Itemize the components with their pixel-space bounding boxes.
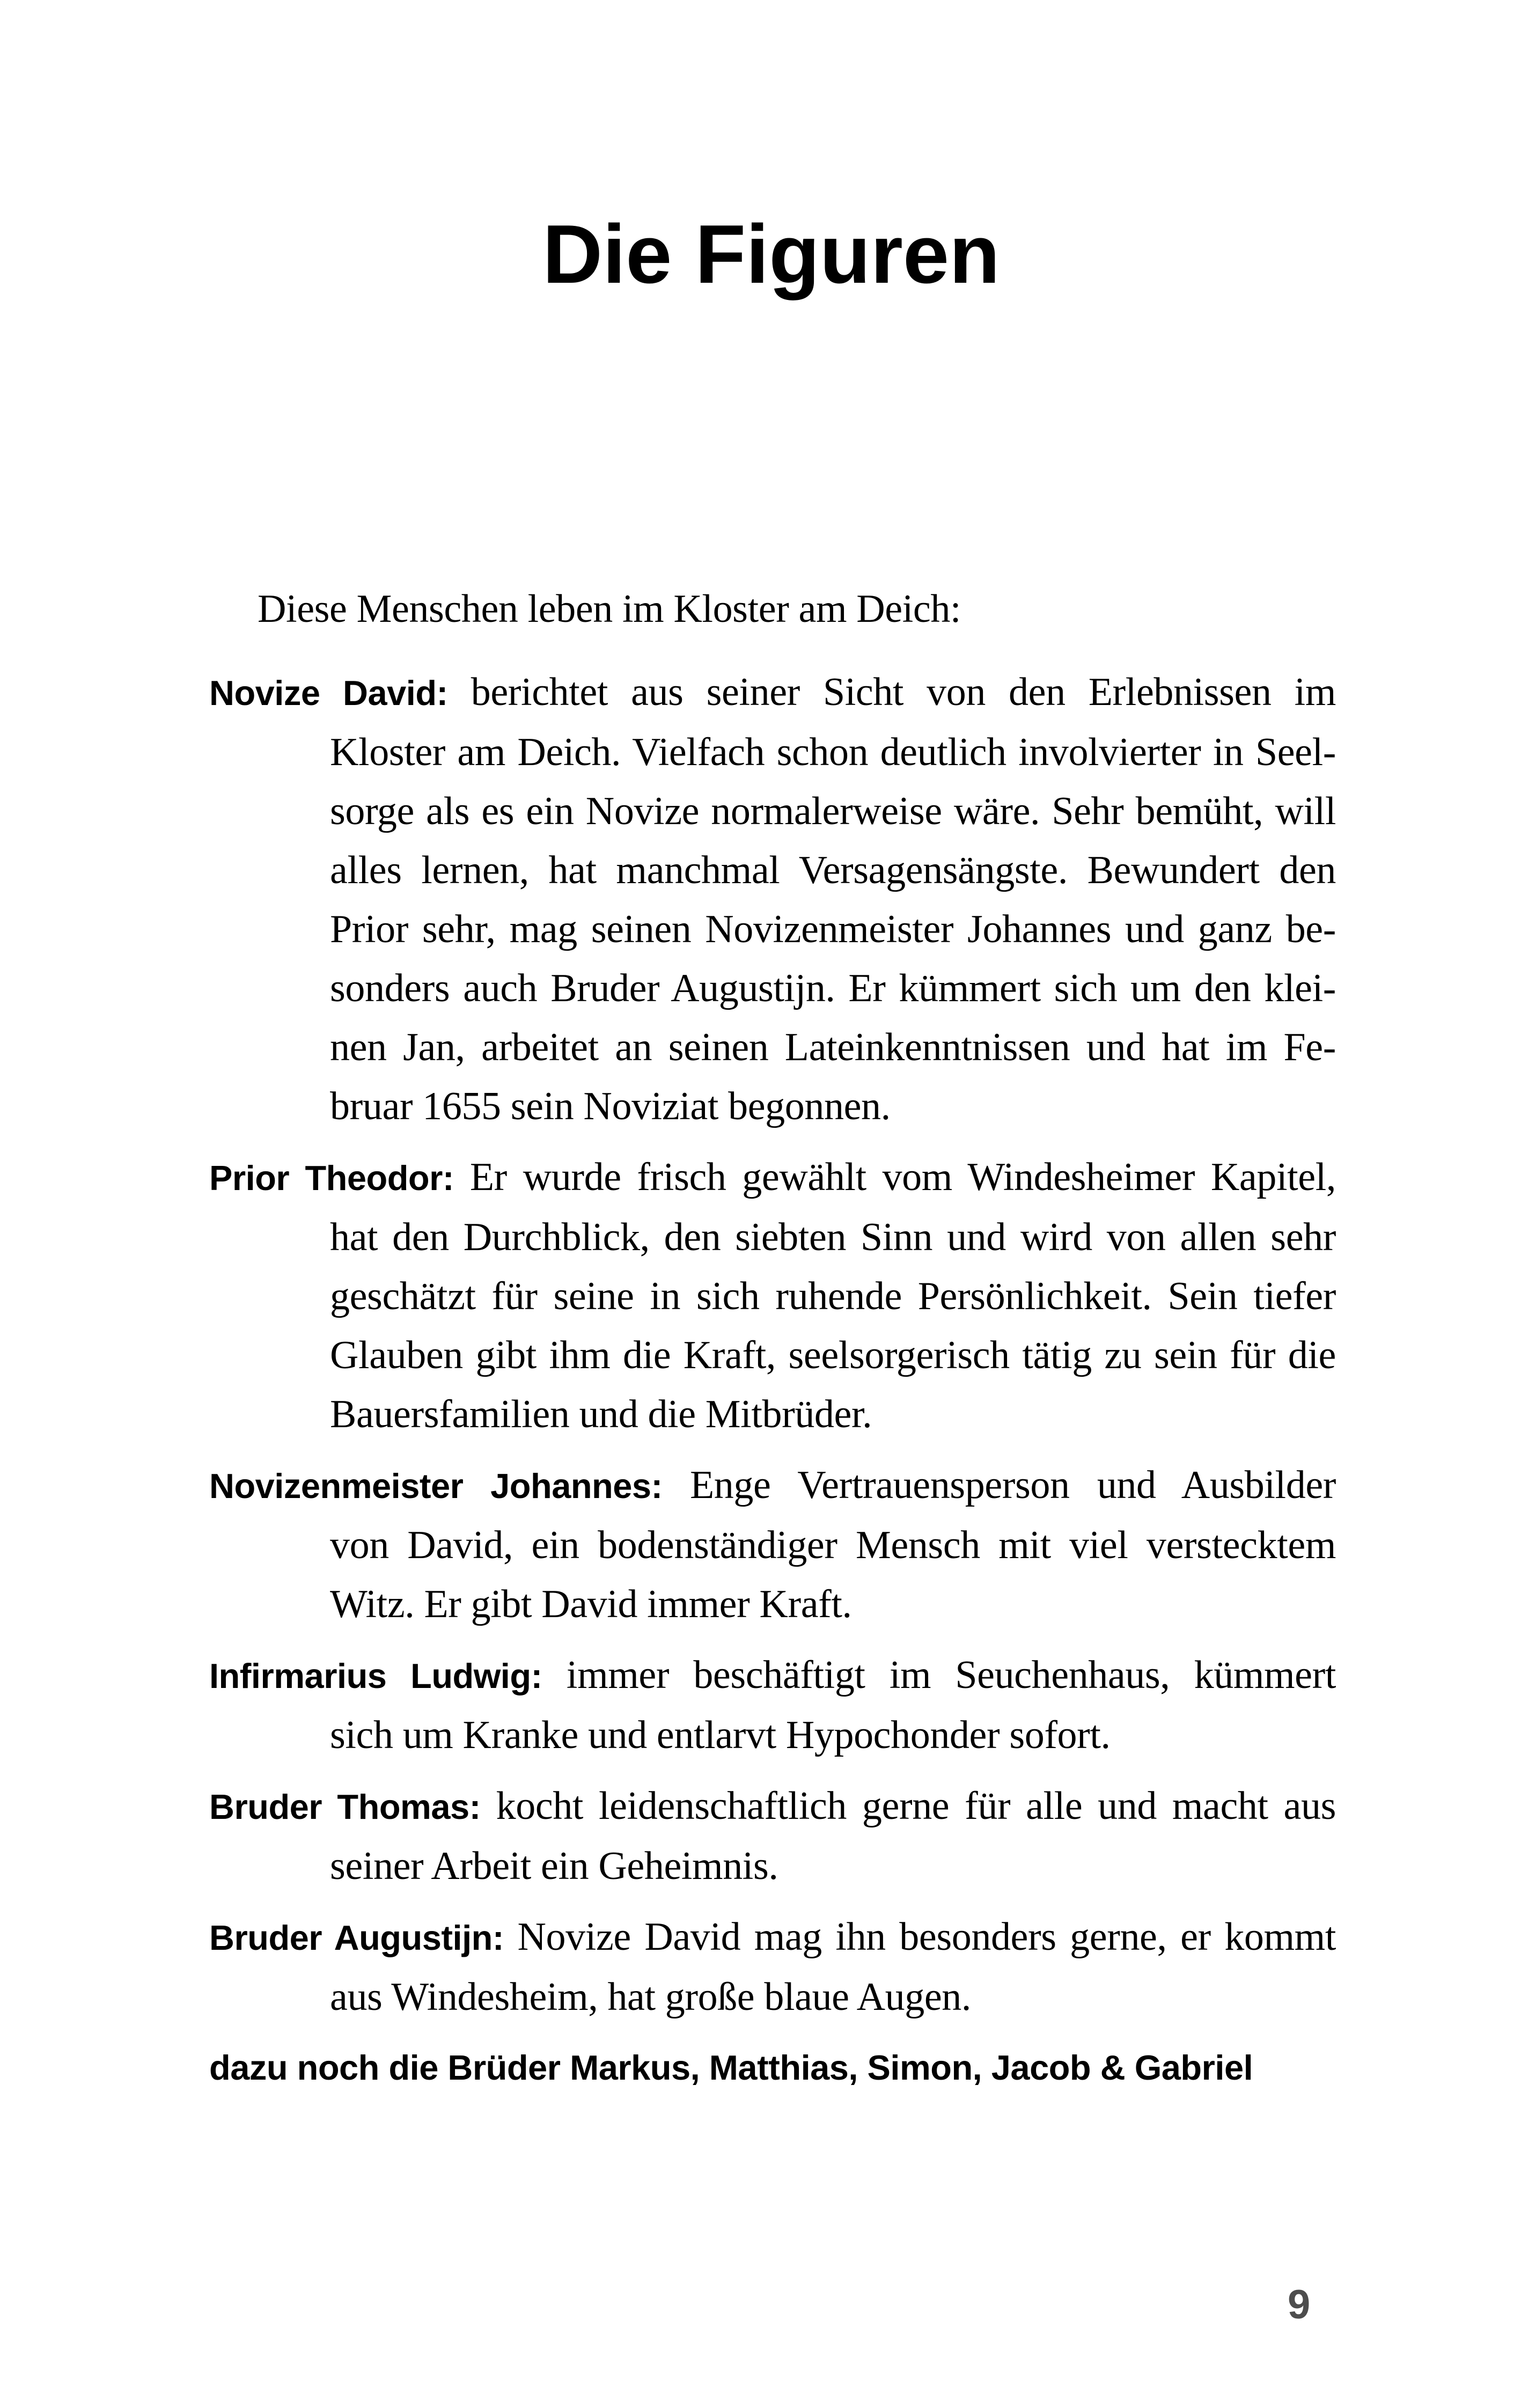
text-line: Prior Theodor: Er wurde frisch gewählt vom Windesheimer Kapitel, — [209, 1155, 1336, 1199]
text-line: alles lernen, hat manchmal Versagensängste. Bewundert den — [330, 848, 1336, 892]
character-name: Novizenmeister Johannes: — [209, 1466, 663, 1506]
text-line: Novizenmeister Johannes: Enge Vertrauensperson und Ausbilder — [209, 1463, 1336, 1507]
text-line: sich um Kranke und entlarvt Hypochonder sofort. — [330, 1713, 1111, 1757]
character-name: Infirmarius Ludwig: — [209, 1656, 542, 1695]
character-entry — [209, 1646, 1336, 1765]
text-line: geschätzt für seine in sich ruhende Persönlichkeit. Sein tiefer — [330, 1274, 1336, 1318]
text-line: Witz. Er gibt David immer Kraft. — [330, 1582, 852, 1626]
character-entry — [209, 1907, 1336, 2027]
text-line: sorge als es ein Novize normalerweise wäre. Sehr bemüht, will — [330, 789, 1336, 833]
page-content — [209, 579, 1336, 2097]
text-line: Novize David: berichtet aus seiner Sicht von den Erlebnissen im — [209, 670, 1336, 714]
intro-sentence: Diese Menschen leben im Kloster am Deich: — [258, 587, 961, 631]
character-name: Prior Theodor: — [209, 1158, 454, 1198]
character-entry — [209, 1456, 1336, 1634]
text-line: sonders auch Bruder Augustijn. Er kümmert sich um den klei- — [330, 966, 1336, 1010]
character-name: Bruder Augustijn: — [209, 1918, 504, 1957]
text-line: aus Windesheim, hat große blaue Augen. — [330, 1975, 971, 2019]
chapter-title: Die Figuren — [542, 208, 1000, 300]
character-entry — [209, 663, 1336, 1136]
text-line: Infirmarius Ludwig: immer beschäftigt im Seuchenhaus, kümmert — [209, 1653, 1336, 1697]
character-entry — [209, 1776, 1336, 1896]
text-line: Glauben gibt ihm die Kraft, seelsorgerisch tätig zu sein für die — [330, 1333, 1336, 1377]
text-line: von David, ein bodenständiger Mensch mit viel verstecktem — [330, 1523, 1336, 1567]
text-line: Prior sehr, mag seinen Novizenmeister Johannes und ganz be- — [330, 907, 1336, 951]
character-name: Bruder Thomas: — [209, 1787, 481, 1826]
character-entry — [209, 1148, 1336, 1444]
text-line: Bruder Thomas: kocht leidenschaftlich gerne für alle und macht aus — [209, 1784, 1336, 1828]
text-line: bruar 1655 sein Noviziat begonnen. — [330, 1084, 891, 1128]
text-line: Bauersfamilien und die Mitbrüder. — [330, 1392, 872, 1436]
text-line: seiner Arbeit ein Geheimnis. — [330, 1844, 778, 1888]
text-line: nen Jan, arbeitet an seinen Lateinkenntnissen und hat im Fe- — [330, 1025, 1336, 1069]
text-line: Bruder Augustijn: Novize David mag ihn besonders gerne, er kommt — [209, 1915, 1336, 1959]
text-line: Kloster am Deich. Vielfach schon deutlich involvierter in Seel- — [330, 730, 1336, 774]
page-number: 9 — [1288, 2282, 1311, 2328]
text-line: hat den Durchblick, den siebten Sinn und wird von allen sehr — [330, 1215, 1336, 1259]
character-list — [209, 663, 1336, 2027]
closing-line: dazu noch die Brüder Markus, Matthias, Simon, Jacob & Gabriel — [209, 2048, 1253, 2087]
character-name: Novize David: — [209, 673, 448, 713]
